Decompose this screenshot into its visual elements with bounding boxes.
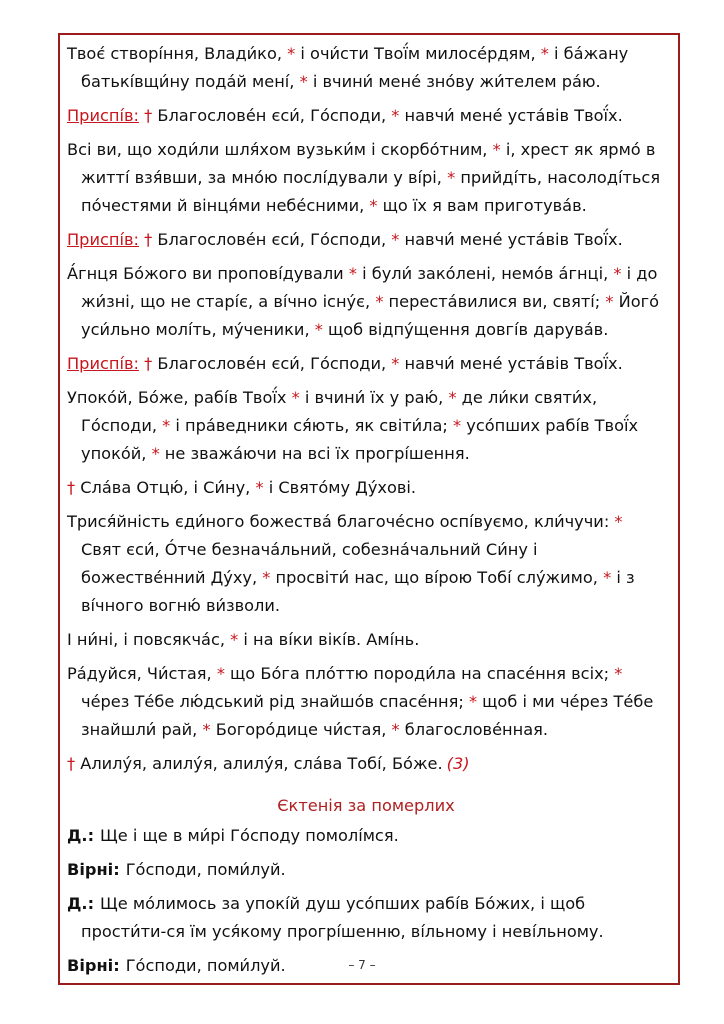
- text-run: де ли́ки святи́х, Го́споди,: [81, 388, 598, 435]
- asterisk-mark: *: [391, 720, 400, 739]
- text-run: благослове́нная.: [399, 720, 549, 739]
- text-run: Сла́ва Отцю́, і Си́ну,: [75, 478, 256, 497]
- asterisk-mark: *: [348, 264, 357, 283]
- hymn-paragraphs: [67, 40, 665, 778]
- asterisk-mark: *: [614, 664, 623, 683]
- text-run: і вчини́ їх у раю́,: [299, 388, 449, 407]
- asterisk-mark: *: [162, 416, 171, 435]
- asterisk-mark: *: [216, 664, 225, 683]
- speaker-label: Вірні:: [67, 956, 120, 975]
- asterisk-mark: *: [202, 720, 211, 739]
- text-run: і пра́ведники ся́ють, як світи́ла;: [170, 416, 454, 435]
- text-run: че́рез Те́бе лю́дський рід знайшо́в спасе́ння;: [81, 692, 469, 711]
- text-run: І ни́ні, і повсякча́с,: [67, 630, 231, 649]
- asterisk-mark: *: [447, 168, 456, 187]
- asterisk-mark: *: [613, 264, 622, 283]
- repeat-count: (3): [446, 754, 470, 773]
- cross-mark: †: [144, 354, 153, 373]
- text-run: А́гнця Бо́жого ви пропові́дували: [67, 264, 349, 283]
- asterisk-mark: *: [540, 44, 549, 63]
- text-run: Благослове́н єси́, Го́споди,: [152, 354, 392, 373]
- asterisk-mark: *: [453, 416, 462, 435]
- asterisk-mark: *: [255, 478, 264, 497]
- asterisk-mark: *: [614, 512, 623, 531]
- text-run: Благослове́н єси́, Го́споди,: [152, 106, 392, 125]
- text-run: щоб і ми че́рез Те́бе знайшли́ рай,: [81, 692, 654, 739]
- paragraph: [67, 750, 665, 778]
- speaker-label: Вірні:: [67, 860, 120, 879]
- speaker-label: Д.:: [67, 826, 95, 845]
- asterisk-mark: *: [299, 72, 308, 91]
- refrain-label: Приспі́в:: [67, 230, 139, 249]
- text-run: і ба́жану батькі́вщи́ну пода́й мені́,: [81, 44, 629, 91]
- litany-text: Го́споди, поми́луй.: [125, 956, 286, 975]
- text-run: і були́ зако́лені, немо́в а́гнці,: [356, 264, 614, 283]
- text-run: не зважа́ючи на всі їх прогрі́шення.: [159, 444, 470, 463]
- cross-mark: †: [67, 478, 76, 497]
- asterisk-mark: *: [262, 568, 271, 587]
- text-run: і очи́сти Твої́м милосе́рдям,: [295, 44, 541, 63]
- cross-mark: †: [67, 754, 76, 773]
- asterisk-mark: *: [230, 630, 239, 649]
- asterisk-mark: *: [605, 292, 614, 311]
- asterisk-mark: *: [375, 292, 384, 311]
- asterisk-mark: *: [287, 44, 296, 63]
- asterisk-mark: *: [391, 106, 400, 125]
- text-run: Свят єси́, О́тче безнача́льний, собезна́чальний Си́ну і божестве́нний Ду́ху,: [81, 540, 538, 587]
- text-run: Богоро́дице чи́стая,: [210, 720, 392, 739]
- litany-lines: [67, 822, 665, 980]
- text-run: Ра́дуйся, Чи́стая,: [67, 664, 217, 683]
- text-run: навчи́ мене́ уста́вів Твої́х.: [399, 230, 623, 249]
- text-run: щоб відпу́щення довгі́в дарува́в.: [322, 320, 609, 339]
- page-content: [67, 40, 665, 986]
- text-run: Твоє́ створі́ння, Влади́ко,: [67, 44, 288, 63]
- paragraph: [67, 350, 665, 378]
- asterisk-mark: *: [492, 140, 501, 159]
- text-run: що їх я вам приготува́в.: [377, 196, 587, 215]
- cross-mark: †: [144, 106, 153, 125]
- text-run: і до жи́зні, що не старі́є, а ві́чно існу́є,: [81, 264, 658, 311]
- speaker-label: Д.:: [67, 894, 95, 913]
- asterisk-mark: *: [151, 444, 160, 463]
- text-run: навчи́ мене́ уста́вів Твої́х.: [399, 106, 623, 125]
- text-run: переста́вилися ви, святі́;: [383, 292, 606, 311]
- text-run: і вчини́ мене́ зно́ву жи́телем ра́ю.: [307, 72, 601, 91]
- litany-line: [67, 856, 665, 884]
- paragraph: [67, 226, 665, 254]
- paragraph: [67, 626, 665, 654]
- text-run: Всі ви, що ходи́ли шля́хом вузьки́м і скорбо́тним,: [67, 140, 493, 159]
- asterisk-mark: *: [314, 320, 323, 339]
- paragraph: [67, 384, 665, 468]
- asterisk-mark: *: [603, 568, 612, 587]
- asterisk-mark: *: [369, 196, 378, 215]
- litany-line: [67, 890, 665, 946]
- asterisk-mark: *: [391, 354, 400, 373]
- asterisk-mark: *: [468, 692, 478, 711]
- refrain-label: Приспі́в:: [67, 354, 139, 373]
- paragraph: [67, 260, 665, 344]
- text-run: і на ві́ки вікі́в. Амі́нь.: [238, 630, 420, 649]
- paragraph: [67, 102, 665, 130]
- paragraph: [67, 136, 665, 220]
- text-run: і, хрест як ярмо́ в житті́ взя́вши, за мно́ю послі́дували у ві́рі,: [81, 140, 656, 187]
- asterisk-mark: *: [391, 230, 400, 249]
- text-run: і з ві́чного вогню́ ви́зволи.: [81, 568, 635, 615]
- text-run: що Бо́га пло́ттю породи́ла на спасе́ння всіх;: [224, 664, 615, 683]
- litany-line: [67, 822, 665, 850]
- section-title: Єктенія за померлих: [277, 796, 455, 815]
- asterisk-mark: *: [291, 388, 300, 407]
- text-run: усо́пших рабі́в Твої́х упоко́й,: [81, 416, 639, 463]
- litany-text: Ще і ще в ми́рі Го́споду помолі́мся.: [100, 826, 399, 845]
- litany-text: Ще мо́лимось за упокі́й душ усо́пших рабі́в Бо́жих, і щоб прости́ти-ся їм уся́кому прогрі́шенню, ві́льному і неві́льному.: [81, 894, 604, 941]
- refrain-label: Приспі́в:: [67, 106, 139, 125]
- text-run: прийді́ть, насолоді́ться по́честями й вінця́ми небе́сними,: [81, 168, 661, 215]
- asterisk-mark: *: [448, 388, 457, 407]
- page-number: – 7 –: [348, 958, 376, 972]
- text-run: Благослове́н єси́, Го́споди,: [152, 230, 392, 249]
- cross-mark: †: [144, 230, 153, 249]
- text-run: Його́ уси́льно молі́ть, му́ченики,: [81, 292, 660, 339]
- paragraph: [67, 508, 665, 620]
- text-run: просвіти́ нас, що ві́рою Тобі́ слу́жимо,: [270, 568, 604, 587]
- paragraph: [67, 474, 665, 502]
- text-run: Упоко́й, Бо́же, рабі́в Твої́х: [67, 388, 292, 407]
- text-run: навчи́ мене́ уста́вів Твої́х.: [399, 354, 623, 373]
- litany-text: Го́споди, поми́луй.: [125, 860, 286, 879]
- text-run: Трися́йність єди́ного божества́ благоче́сно оспі́вуємо, кли́чучи:: [67, 512, 615, 531]
- text-run: і Свято́му Ду́хові.: [263, 478, 417, 497]
- paragraph: [67, 40, 665, 96]
- paragraph: [67, 660, 665, 744]
- text-run: Алилу́я, алилу́я, алилу́я, сла́ва Тобі́, Бо́же.: [75, 754, 443, 773]
